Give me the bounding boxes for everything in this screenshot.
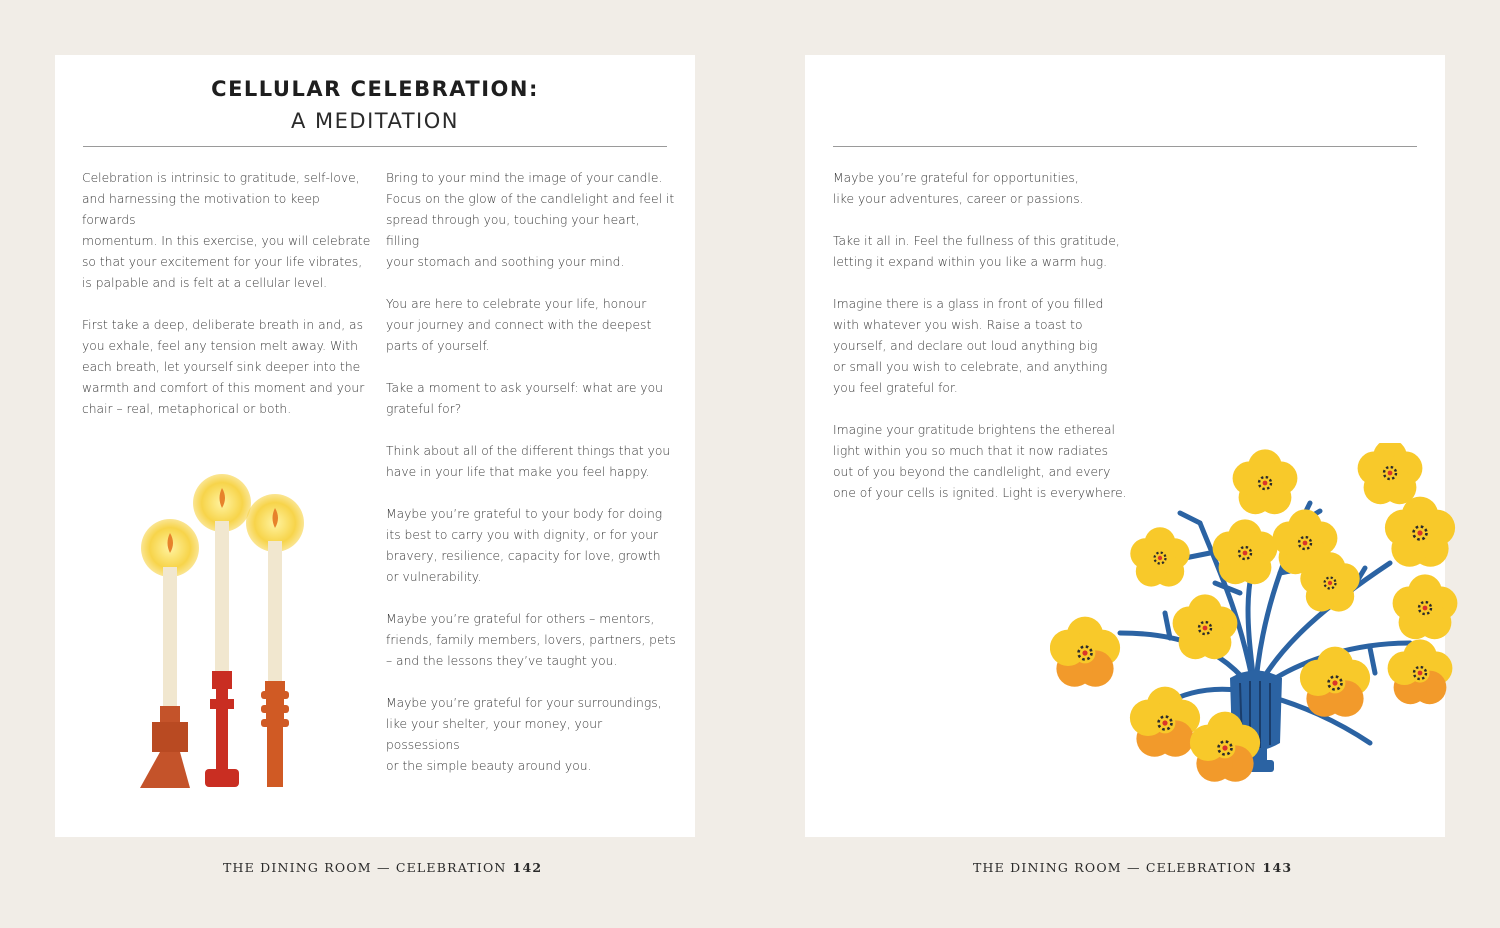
title-divider	[83, 146, 667, 147]
candles-illustration	[130, 463, 330, 803]
paragraph: Think about all of the different things that you have in your life that make you feel happy.	[386, 444, 671, 479]
flower-vase-illustration	[1050, 443, 1460, 793]
footer-right	[973, 860, 1292, 875]
flowers	[1050, 443, 1457, 782]
paragraph: First take a deep, deliberate breath in and, as you exhale, feel any tension melt away. With each breath, let yourself sink deeper into the warmth and comfort of this moment and your chair – real, metaphorical or both.	[82, 318, 365, 416]
page-number: 143	[1262, 860, 1293, 875]
left-column-1	[82, 168, 372, 441]
candle-middle	[193, 474, 251, 787]
page-subtitle: A MEDITATION	[291, 109, 459, 133]
paragraph: Imagine your gratitude brightens the ethereal light within you so much that it now radiates out of you beyond the candlelight, and every one of your cells is ignited. Light is everywhere.	[833, 423, 1127, 500]
paragraph: Maybe you’re grateful for opportunities, like your adventures, career or passions.	[833, 171, 1084, 206]
candle-left	[140, 519, 199, 788]
left-page	[55, 55, 695, 837]
paragraph: Imagine there is a glass in front of you filled with whatever you wish. Raise a toast to yourself, and declare out loud anything big or small you wish to celebrate, and anything you feel grateful for.	[833, 297, 1108, 395]
running-head: THE DINING ROOM — CELEBRATION	[973, 860, 1257, 875]
paragraph: You are here to celebrate your life, honour your journey and connect with the deepest parts of yourself.	[386, 297, 652, 353]
paragraph: Maybe you’re grateful to your body for doing its best to carry you with dignity, or for your bravery, resilience, capacity for love, growth or vulnerability.	[386, 507, 663, 584]
footer-left	[223, 860, 542, 875]
paragraph: Maybe you’re grateful for your surroundings, like your shelter, your money, your possessions or the simple beauty around you.	[386, 696, 662, 773]
paragraph: Take a moment to ask yourself: what are you grateful for?	[386, 381, 663, 416]
paragraph: Maybe you’re grateful for others – mentors, friends, family members, lovers, partners, pets – and the lessons they’ve taught you.	[386, 612, 676, 668]
left-column-2	[386, 168, 676, 798]
page-title: CELLULAR CELEBRATION:	[211, 77, 539, 101]
right-page	[805, 55, 1445, 837]
paragraph: Celebration is intrinsic to gratitude, self-love, and harnessing the motivation to keep forwards momentum. In this exercise, you will celebrate so that your excitement for your life vibrates, is palpable and is felt at a cellular level.	[82, 171, 371, 290]
running-head: THE DINING ROOM — CELEBRATION	[223, 860, 507, 875]
paragraph: Bring to your mind the image of your candle. Focus on the glow of the candlelight and feel it spread through you, touching your heart, filling your stomach and soothing your mind.	[386, 171, 675, 269]
candle-right	[246, 494, 304, 787]
paragraph: Take it all in. Feel the fullness of this gratitude, letting it expand within you like a warm hug.	[833, 234, 1120, 269]
top-divider	[833, 146, 1417, 147]
page-number: 142	[512, 860, 543, 875]
